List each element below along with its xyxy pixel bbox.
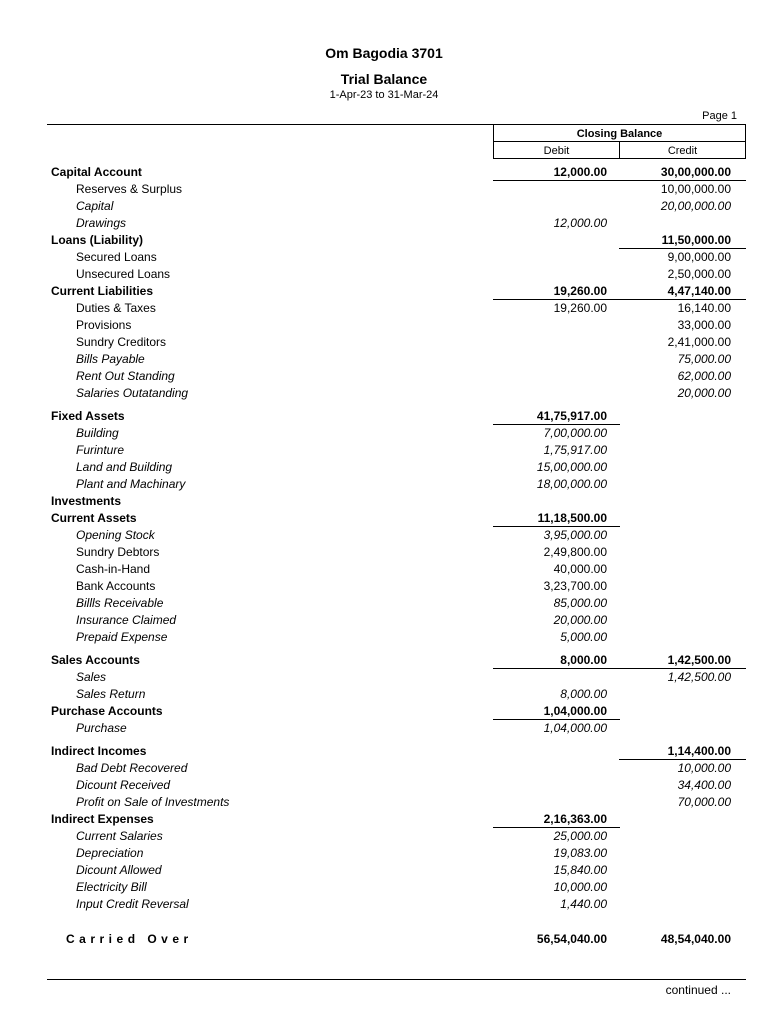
trial-balance-rows (0, 164, 768, 913)
credit-amount: 62,000.00 (677, 369, 731, 383)
ledger-row (0, 527, 768, 544)
row-label: Dicount Allowed (76, 863, 162, 877)
group-row (0, 811, 768, 828)
credit-amount: 10,000.00 (677, 761, 731, 775)
row-label: Land and Building (76, 460, 173, 474)
row-label: Bank Accounts (76, 579, 156, 593)
row-label: Loans (Liability) (51, 233, 144, 247)
ledger-row (0, 669, 768, 686)
debit-amount: 15,00,000.00 (536, 460, 607, 474)
ledger-row (0, 777, 768, 794)
debit-amount: 7,00,000.00 (543, 426, 607, 440)
bottom-rule (47, 979, 746, 980)
row-label: Input Credit Reversal (76, 897, 189, 911)
debit-amount: 8,000.00 (560, 653, 607, 667)
group-row (0, 743, 768, 760)
row-label: Reserves & Surplus (76, 182, 183, 196)
row-label: Building (76, 426, 119, 440)
credit-amount: 10,00,000.00 (660, 182, 731, 196)
row-label: Sales (76, 670, 107, 684)
credit-amount: 33,000.00 (677, 318, 731, 332)
ledger-row (0, 198, 768, 215)
credit-amount: 2,41,000.00 (667, 335, 731, 349)
row-label: Furinture (76, 443, 125, 457)
row-label: Opening Stock (76, 528, 155, 542)
closing-balance-header: Closing Balance (576, 128, 663, 140)
row-label: Drawings (76, 216, 127, 230)
credit-amount: 1,14,400.00 (667, 744, 731, 758)
group-row (0, 652, 768, 669)
debit-amount: 1,04,000.00 (543, 704, 607, 718)
ledger-row (0, 442, 768, 459)
row-label: Sundry Debtors (76, 545, 160, 559)
credit-amount: 9,00,000.00 (667, 250, 731, 264)
debit-amount: 19,260.00 (553, 284, 607, 298)
debit-amount: 1,04,000.00 (543, 721, 607, 735)
debit-amount: 19,260.00 (553, 301, 607, 315)
ledger-row (0, 720, 768, 737)
ledger-row (0, 578, 768, 595)
row-label: Fixed Assets (51, 409, 125, 423)
group-row (0, 283, 768, 300)
row-label: Current Assets (51, 511, 137, 525)
credit-amount: 20,00,000.00 (660, 199, 731, 213)
credit-amount: 30,00,000.00 (660, 165, 731, 179)
debit-amount: 18,00,000.00 (536, 477, 607, 491)
group-row (0, 232, 768, 249)
group-row (0, 493, 768, 510)
ledger-row (0, 181, 768, 198)
debit-header: Debit (543, 145, 570, 157)
report-title: Trial Balance (340, 71, 428, 87)
row-label: Dicount Received (76, 778, 171, 792)
ledger-row (0, 368, 768, 385)
row-label: Billls Receivable (76, 596, 164, 610)
row-label: Sales Return (76, 687, 146, 701)
ledger-row (0, 266, 768, 283)
row-label: Unsecured Loans (76, 267, 171, 281)
debit-amount: 20,000.00 (553, 613, 607, 627)
debit-amount: 40,000.00 (553, 562, 607, 576)
debit-amount: 8,000.00 (560, 687, 607, 701)
carried-over-label: Carried Over (66, 932, 193, 946)
debit-amount: 19,083.00 (553, 846, 607, 860)
debit-amount: 5,000.00 (560, 630, 607, 644)
debit-amount: 12,000.00 (553, 216, 607, 230)
row-label: Investments (51, 494, 122, 508)
ledger-row (0, 612, 768, 629)
row-label: Sundry Creditors (76, 335, 167, 349)
row-label: Purchase Accounts (51, 704, 163, 718)
row-label: Provisions (76, 318, 132, 332)
credit-amount: 2,50,000.00 (667, 267, 731, 281)
row-label: Capital (76, 199, 114, 213)
row-label: Depreciation (76, 846, 144, 860)
ledger-row (0, 425, 768, 442)
row-label: Duties & Taxes (76, 301, 156, 315)
debit-amount: 10,000.00 (553, 880, 607, 894)
ledger-row (0, 317, 768, 334)
debit-amount: 3,95,000.00 (543, 528, 607, 542)
row-label: Bad Debt Recovered (76, 761, 188, 775)
ledger-row (0, 544, 768, 561)
ledger-row (0, 459, 768, 476)
ledger-row (0, 760, 768, 777)
ledger-row (0, 300, 768, 317)
debit-amount: 2,16,363.00 (543, 812, 607, 826)
debit-amount: 41,75,917.00 (536, 409, 607, 423)
debit-amount: 1,75,917.00 (543, 443, 607, 457)
group-row (0, 164, 768, 181)
debit-amount: 12,000.00 (553, 165, 607, 179)
carried-over-debit: 56,54,040.00 (536, 932, 607, 946)
ledger-row (0, 862, 768, 879)
row-label: Current Salaries (76, 829, 163, 843)
ledger-row (0, 595, 768, 612)
debit-amount: 11,18,500.00 (537, 511, 607, 525)
ledger-row (0, 561, 768, 578)
row-label: Bills Payable (76, 352, 145, 366)
row-label: Current Liabilities (51, 284, 154, 298)
row-label: Insurance Claimed (76, 613, 177, 627)
ledger-row (0, 879, 768, 896)
credit-header: Credit (667, 145, 698, 157)
row-label: Capital Account (51, 165, 142, 179)
row-label: Electricity Bill (76, 880, 147, 894)
company-name: Om Bagodia 3701 (325, 45, 443, 61)
row-label: Indirect Expenses (51, 812, 154, 826)
credit-amount: 20,000.00 (677, 386, 731, 400)
debit-amount: 3,23,700.00 (543, 579, 607, 593)
credit-amount: 75,000.00 (677, 352, 731, 366)
debit-amount: 25,000.00 (553, 829, 607, 843)
ledger-row (0, 351, 768, 368)
ledger-row (0, 249, 768, 266)
row-label: Salaries Outatanding (76, 386, 189, 400)
debit-amount: 1,440.00 (560, 897, 607, 911)
row-label: Secured Loans (76, 250, 157, 264)
row-label: Indirect Incomes (51, 744, 147, 758)
ledger-row (0, 794, 768, 811)
row-label: Prepaid Expense (76, 630, 168, 644)
ledger-row (0, 629, 768, 646)
page-number: Page 1 (702, 110, 737, 122)
credit-amount: 11,50,000.00 (661, 233, 731, 247)
group-row (0, 703, 768, 720)
ledger-row (0, 845, 768, 862)
report-period: 1-Apr-23 to 31-Mar-24 (329, 89, 439, 101)
row-label: Plant and Machinary (76, 477, 186, 491)
debit-amount: 85,000.00 (553, 596, 607, 610)
ledger-row (0, 828, 768, 845)
ledger-row (0, 476, 768, 493)
row-label: Sales Accounts (51, 653, 140, 667)
ledger-row (0, 334, 768, 351)
group-row (0, 408, 768, 425)
credit-amount: 16,140.00 (677, 301, 731, 315)
continued-note: continued ... (665, 983, 731, 997)
row-label: Rent Out Standing (76, 369, 175, 383)
credit-amount: 1,42,500.00 (667, 670, 731, 684)
credit-amount: 1,42,500.00 (667, 653, 731, 667)
credit-amount: 4,47,140.00 (667, 284, 731, 298)
row-label: Cash-in-Hand (76, 562, 151, 576)
ledger-row (0, 215, 768, 232)
debit-amount: 2,49,800.00 (543, 545, 607, 559)
group-row (0, 510, 768, 527)
ledger-row (0, 385, 768, 402)
credit-amount: 34,400.00 (677, 778, 731, 792)
row-label: Purchase (76, 721, 127, 735)
ledger-row (0, 686, 768, 703)
row-label: Profit on Sale of Investments (76, 795, 230, 809)
credit-amount: 70,000.00 (677, 795, 731, 809)
debit-amount: 15,840.00 (553, 863, 607, 877)
ledger-row (0, 896, 768, 913)
carried-over-credit: 48,54,040.00 (660, 932, 731, 946)
